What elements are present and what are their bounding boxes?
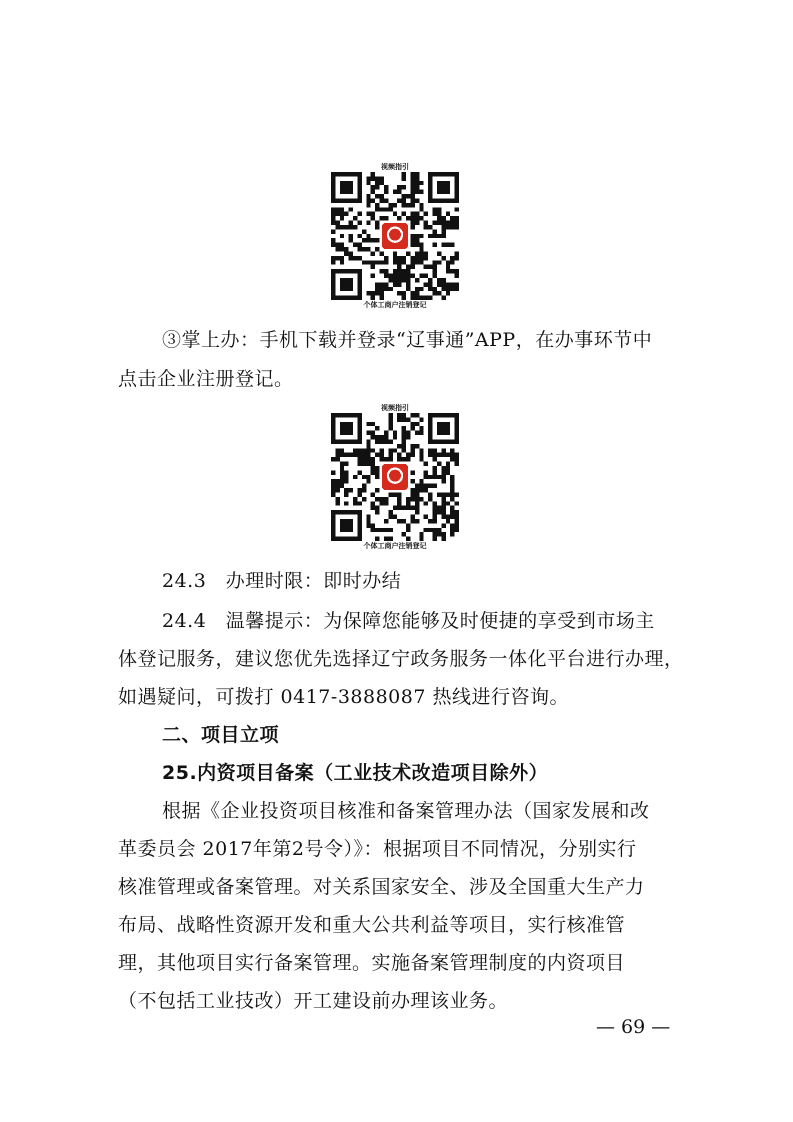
paragraph-line: 24.4 温馨提示：为保障您能够及时便捷的享受到市场主 xyxy=(162,610,655,632)
qr-block-1 xyxy=(331,162,459,310)
section-heading: 25.内资项目备案（工业技术改造项目除外） xyxy=(162,762,549,784)
qr-title: 视频指引 xyxy=(381,163,409,171)
paragraph-line: 体登记服务，建议您优先选择辽宁政务服务一体化平台进行办理， xyxy=(118,648,684,670)
paragraph-line: ③掌上办：手机下载并登录“辽事通”APP，在办事环节中 xyxy=(162,329,653,351)
paragraph-line: 点击企业注册登记。 xyxy=(118,368,294,390)
section-heading: 二、项目立项 xyxy=(162,724,280,746)
paragraph-line: 核准管理或备案管理。对关系国家安全、涉及全国重大生产力 xyxy=(118,876,645,898)
qr-code-icon[interactable] xyxy=(331,413,459,541)
paragraph-line: 布局、战略性资源开发和重大公共利益等项目，实行核准管 xyxy=(118,914,626,936)
qr-caption: 个体工商户注销登记 xyxy=(363,542,427,550)
qr-code-icon[interactable] xyxy=(331,172,459,300)
paragraph-line: 革委员会 2017年第2号令）》：根据项目不同情况，分别实行 xyxy=(118,838,637,860)
page-number: — 69 — xyxy=(596,1016,671,1038)
qr-title: 视频指引 xyxy=(381,404,409,412)
paragraph-line: 理，其他项目实行备案管理。实施备案管理制度的内资项目 xyxy=(118,952,626,974)
paragraph-line: 如遇疑问，可拨打 0417-3888087 热线进行咨询。 xyxy=(118,686,569,708)
paragraph-line: （不包括工业技改）开工建设前办理该业务。 xyxy=(118,990,509,1012)
qr-caption: 个体工商户注销登记 xyxy=(363,301,427,309)
paragraph-line: 24.3 办理时限：即时办结 xyxy=(162,570,402,592)
paragraph-line: 根据《企业投资项目核准和备案管理办法（国家发展和改 xyxy=(162,800,650,822)
qr-block-2 xyxy=(331,403,459,551)
